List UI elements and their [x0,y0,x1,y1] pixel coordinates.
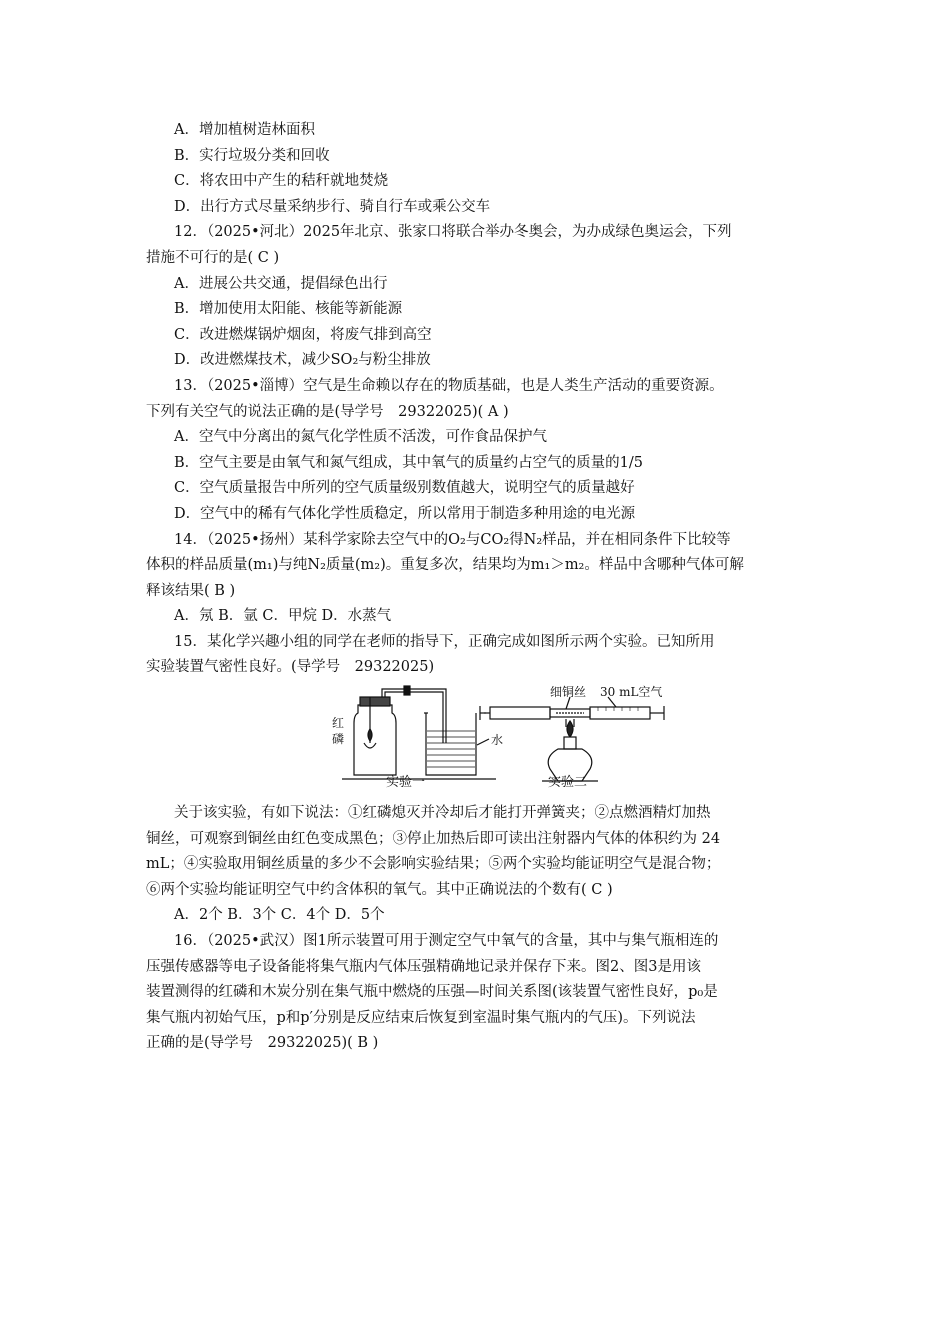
q14-stem-line2: 体积的样品质量(m₁)与纯N₂质量(m₂)。重复多次，结果均为m₁＞m₂。样品中含哪种气体可解 [146,557,744,574]
q15-body-line2: 铜丝，可观察到铜丝由红色变成黑色；③停止加热后即可读出注射器内气体的体积约为 24 [146,830,721,847]
water-label: 水 [491,733,504,748]
document-page [146,118,808,1057]
q14-options: A．氖 B．氩 C．甲烷 D．水蒸气 [174,608,392,625]
experiment-one-apparatus [342,686,496,779]
q15-body-line1: 关于该实验，有如下说法：①红磷熄灭并冷却后才能打开弹簧夹；②点燃酒精灯加热 [174,805,711,822]
q15-body-line3: mL；④实验取用铜丝质量的多少不会影响实验结果；⑤两个实验均能证明空气是混合物； [146,856,721,873]
q15-stem-line1: 15．某化学兴趣小组的同学在老师的指导下，正确完成如图所示两个实验。已知所用 [174,633,715,650]
q15-figure [146,683,808,793]
experiment-two-apparatus [480,697,664,781]
q13-stem-line1: 13．（2025•淄博）空气是生命赖以存在的物质基础，也是人类生产活动的重要资源。 [174,377,724,394]
q11-option-a: A．增加植树造林面积 [174,122,315,138]
q16-line3: 装置测得的红磷和木炭分别在集气瓶中燃烧的压强—时间关系图(该装置气密性良好，p₀是 [146,984,718,1001]
q16-line4: 集气瓶内初始气压，p和p′分别是反应结束后恢复到室温时集气瓶内的气压)。下列说法 [146,1009,696,1026]
q13-option-b: B．空气主要是由氧气和氮气组成，其中氧气的质量约占空气的质量的1/5 [174,454,643,471]
q13-option-c: C．空气质量报告中所列的空气质量级别数值越大，说明空气的质量越好 [174,480,635,497]
q12-stem-line1: 12．（2025•河北）2025年北京、张家口将联合举办冬奥会，为办成绿色奥运会，下列 [174,224,732,241]
copper-wire-label: 细铜丝 [550,685,587,700]
q14-stem-line3: 释该结果( B ) [146,582,236,599]
q13-stem-line2: 下列有关空气的说法正确的是(导学号 29322025)( A ) [146,403,509,420]
q14-stem-line1: 14．（2025•扬州）某科学家除去空气中的O₂与CO₂得N₂样品，并在相同条件下比较等 [174,531,731,548]
q15-options: A．2个 B．3个 C．4个 D．5个 [174,907,385,924]
q12-option-d: D．改进燃煤技术，减少SO₂与粉尘排放 [174,352,431,369]
q12-stem-line2: 措施不可行的是( C ) [146,249,280,266]
q15-stem-line2: 实验装置气密性良好。(导学号 29322025) [146,659,435,676]
q13-option-a: A．空气中分离出的氮气化学性质不活泼，可作食品保护气 [174,429,547,446]
q11-option-d: D．出行方式尽量采纳步行、骑自行车或乘公交车 [174,198,491,215]
q12-option-b: B．增加使用太阳能、核能等新能源 [174,301,403,318]
q16-line5: 正确的是(导学号 29322025)( B ) [146,1035,379,1052]
air-volume-label: 30 mL空气 [600,685,663,700]
q16-line1: 16．（2025•武汉）图1所示装置可用于测定空气中氧气的含量，其中与集气瓶相连的 [174,933,719,950]
experiment-diagram [146,683,808,793]
experiment-two-caption: 实验二 [548,775,588,791]
q16-line2: 压强传感器等电子设备能将集气瓶内气体压强精确地记录并保存下来。图2、图3是用该 [146,958,701,975]
experiment-one-caption: 实验一 [386,775,426,791]
q11-option-b: B．实行垃圾分类和回收 [174,147,330,164]
q11-option-c: C．将农田中产生的秸秆就地焚烧 [174,173,389,190]
q12-option-a: A．进展公共交通，提倡绿色出行 [174,275,388,292]
q15-body-line4: ⑥两个实验均能证明空气中约含体积的氧气。其中正确说法的个数有( C ) [146,881,613,898]
q12-option-c: C．改进燃煤锅炉烟囱，将废气排到高空 [174,326,432,343]
red-phosphorus-label: 红磷 [332,716,345,747]
q13-option-d: D．空气中的稀有气体化学性质稳定，所以常用于制造多种用途的电光源 [174,505,636,522]
